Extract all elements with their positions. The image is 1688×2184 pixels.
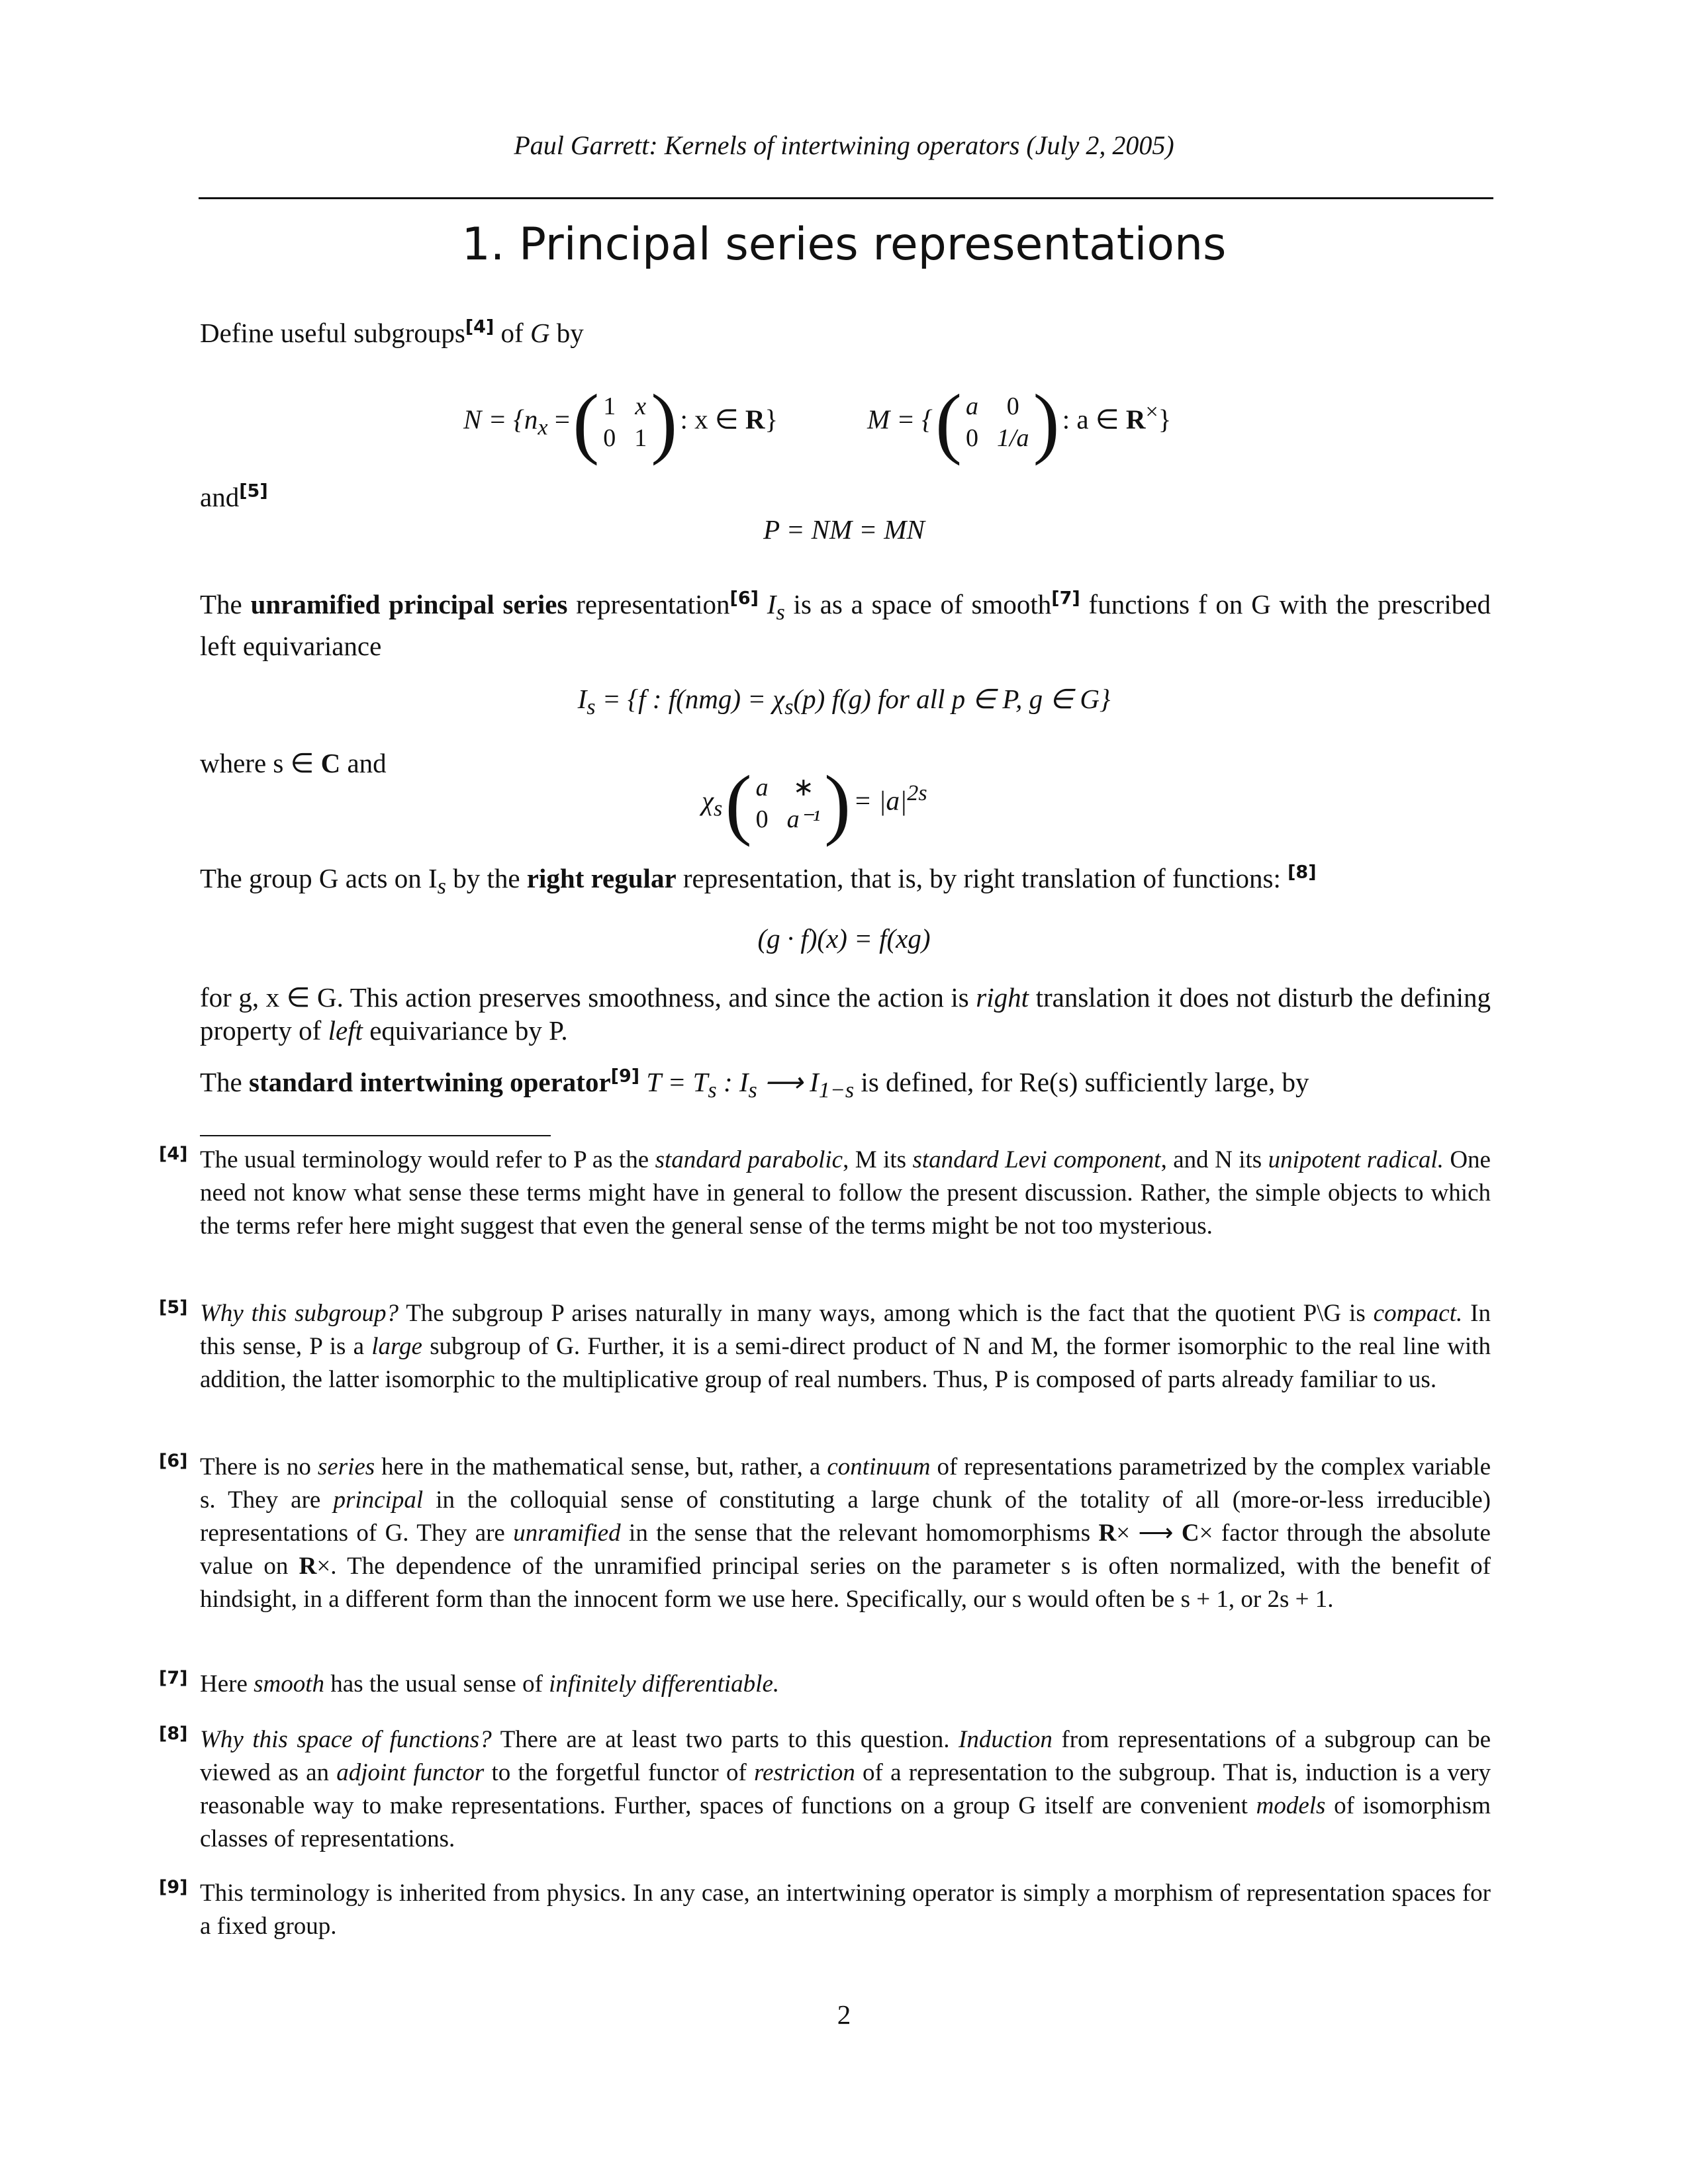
footnote-ref-7[interactable]: [7] — [1051, 588, 1080, 609]
matrix-chi — [725, 759, 851, 847]
where-text-b: and — [340, 748, 387, 778]
footnote-text: in the colloquial sense of constituting a large chunk of the totality of all (more-or-less irreducible) representations of G. They are — [200, 1486, 1491, 1547]
symbol-R: R — [1125, 404, 1146, 435]
footnote-text: There is no — [200, 1453, 318, 1480]
footnote-text: smooth — [254, 1670, 325, 1698]
paragraph-intertwining — [200, 1066, 1491, 1107]
para5-Is-sub: s — [748, 1078, 757, 1103]
footnote-text: In this sense, P is a — [200, 1300, 1491, 1360]
equation-chi — [702, 759, 927, 847]
footnote-text: Why this space of functions? — [200, 1726, 492, 1753]
footnote-text: in the sense that the relevant homomorphisms — [620, 1520, 1099, 1547]
matrix-cell: a — [755, 774, 769, 801]
eq-N-eq: = — [547, 404, 570, 435]
footnote-number-9: [9] — [159, 1877, 188, 1897]
paragraph-smoothness — [200, 981, 1491, 1047]
footnote-text: infinitely differentiable. — [549, 1670, 780, 1698]
footnote-ref-6[interactable]: [6] — [729, 588, 759, 609]
symbol-R: R — [745, 404, 765, 435]
matrix-cell: 0 — [755, 805, 769, 833]
footnote-text: to the forgetful functor of — [484, 1759, 755, 1786]
footnote-text: of a representation to the subgroup. That is, induction is a very reasonable way to make representations. Further, spaces of functions on a group G itself are convenient — [200, 1759, 1491, 1819]
symbol-G: G — [530, 318, 550, 348]
footnote-text: subgroup of G. Further, it is a semi-direct product of N and M, the former isomorphic to the real line with addition, the latter isomorphic to the multiplicative group of real numbers. Thus, P is composed of parts already familiar to us. — [200, 1333, 1491, 1393]
para2-text-d: is as a space of smooth — [784, 589, 1052, 619]
section-title: 1. Principal series representations — [461, 218, 1227, 271]
and-line — [200, 480, 268, 514]
footnote-9 — [200, 1877, 1491, 1943]
footnote-text: ×. The dependence of the unramified principal series on the parameter s is often normalized, with the benefit of hindsight, in a different form than the innocent form we use here. Specifically, our s would often be s + 1, or 2s + 1. — [200, 1553, 1491, 1613]
footnote-text: here in the mathematical sense, but, rather, a — [375, 1453, 827, 1480]
para2-Is-sub: s — [776, 600, 785, 625]
page-number: 2 — [837, 1999, 851, 2030]
eq3-rest: (p) f(g) for all p ∈ P, g ∈ G} — [793, 684, 1111, 714]
footnote-text: unramified — [513, 1520, 621, 1547]
eq3-body: = {f : f(nmg) = χ — [595, 684, 785, 714]
where-line — [200, 747, 387, 780]
para5-text-a: The — [200, 1067, 249, 1097]
matrix-cell: 0 — [965, 424, 978, 452]
footnote-6 — [200, 1451, 1491, 1616]
para5-I1s: ⟶ I — [757, 1067, 819, 1097]
footnote-text: adjoint functor — [336, 1759, 485, 1786]
para2-text-a: The — [200, 589, 251, 619]
para1-text-b: of — [494, 318, 530, 348]
footnote-text: R — [1098, 1520, 1117, 1547]
eq5-text: (g · f)(x) = f(xg) — [757, 923, 931, 954]
footnote-number-4: [4] — [159, 1144, 188, 1164]
equation-Is — [0, 683, 1688, 720]
footnote-text: The subgroup P arises naturally in many ways, among which is the fact that the quotient P\G is — [398, 1300, 1374, 1327]
paragraph-unramified — [200, 588, 1491, 662]
para5-I1s-sub: 1−s — [818, 1078, 855, 1103]
eq3-chi-sub: s — [784, 695, 794, 720]
footnote-text: There are at least two parts to this question. — [491, 1726, 959, 1753]
footnote-text: R — [299, 1553, 317, 1580]
matrix-cell: 0 — [603, 424, 616, 452]
footnote-text: × factor through the absolute value on — [200, 1520, 1491, 1580]
right-paren: ) — [1033, 378, 1060, 466]
matrix-cell: a — [965, 392, 978, 420]
equation-action — [0, 923, 1688, 954]
footnote-8 — [200, 1723, 1491, 1856]
para1-text-c: by — [549, 318, 584, 348]
equation-N — [463, 378, 778, 466]
eq-M-lhs: M = { — [867, 404, 933, 435]
eq4-rhs-sup: 2s — [907, 780, 927, 805]
footnote-5 — [200, 1297, 1491, 1396]
footnote-text: , M its — [843, 1146, 913, 1173]
para5-text-e: is defined, for Re(s) sufficiently large, by — [854, 1067, 1309, 1097]
eq3-lhs: I — [577, 684, 587, 714]
footnote-number-5: [5] — [159, 1297, 188, 1318]
and-text: and — [200, 482, 240, 512]
eq-N-close: } — [765, 404, 778, 435]
footnote-ref-8[interactable]: [8] — [1288, 862, 1317, 883]
footnote-number-6: [6] — [159, 1451, 188, 1471]
equation-M — [867, 378, 1172, 466]
para5-T: T = T — [639, 1067, 708, 1097]
para4-text-b: translation it does not disturb the defining property of — [200, 982, 1491, 1046]
footnote-text: standard Levi component — [912, 1146, 1161, 1173]
left-paren: ( — [725, 759, 752, 847]
footnote-4 — [200, 1144, 1491, 1243]
para2-Is: I — [758, 589, 776, 619]
para3-text-b: by the — [445, 863, 527, 893]
para4-text-c: equivariance by P. — [362, 1015, 568, 1046]
footnote-text: × ⟶ — [1116, 1520, 1182, 1547]
matrix-N — [573, 378, 678, 466]
equation-N-M — [463, 371, 1324, 466]
footnote-text: Induction — [959, 1726, 1053, 1753]
term-left: left — [328, 1015, 363, 1046]
matrix-cell: ∗ — [792, 774, 814, 801]
eq4-chi-sub: s — [714, 796, 723, 821]
para3-sub: s — [437, 874, 446, 899]
eq4-chi: χ — [702, 785, 714, 816]
matrix-cell: 1/a — [996, 424, 1029, 452]
term-right-regular: right regular — [526, 863, 677, 893]
right-paren: ) — [651, 378, 678, 466]
footnote-text: of isomorphism classes of representations. — [200, 1792, 1491, 1852]
term-unramified-principal-series: unramified principal series — [250, 589, 568, 619]
footnote-text: Here — [200, 1670, 254, 1698]
footnote-text: has the usual sense of — [324, 1670, 549, 1698]
footnote-number-8: [8] — [159, 1723, 188, 1744]
footnote-text: One need not know what sense these terms might have in general to follow the present discussion. Rather, the simple objects to which the terms refer here might suggest that even the general sense of the terms might be not too mysterious. — [200, 1146, 1491, 1240]
footnote-text: compact. — [1373, 1300, 1463, 1327]
eq-N-sub: x — [538, 415, 548, 440]
footnote-text: from representations of a subgroup can be viewed as an — [200, 1726, 1491, 1786]
eq-N-rhs: : x ∈ — [680, 404, 745, 435]
footnote-ref-9[interactable]: [9] — [610, 1066, 640, 1087]
footnote-text: This terminology is inherited from physics. In any case, an intertwining operator is simply a morphism of representation spaces for a fixed group. — [200, 1880, 1491, 1940]
left-paren: ( — [935, 378, 962, 466]
footnote-text: standard parabolic — [655, 1146, 843, 1173]
footnote-text: large — [371, 1333, 422, 1360]
eq-M-sup: × — [1145, 399, 1158, 424]
right-paren: ) — [824, 759, 851, 847]
paragraph-right-regular — [200, 862, 1491, 903]
eq-N-lhs: N = {n — [463, 404, 538, 435]
term-standard-intertwining-operator: standard intertwining operator — [249, 1067, 611, 1097]
eq-M-rhs: : a ∈ — [1062, 404, 1126, 435]
matrix-cell: x — [635, 392, 647, 420]
equation-P — [0, 514, 1688, 545]
footnote-text: restriction — [754, 1759, 855, 1786]
footnote-ref-4[interactable]: [4] — [465, 316, 494, 338]
para3-text-a: The group G acts on I — [200, 863, 438, 893]
eq-P-text: P = NM = MN — [763, 514, 925, 545]
footnote-number-7: [7] — [159, 1668, 188, 1688]
left-paren: ( — [573, 378, 600, 466]
matrix-cell: 1 — [634, 424, 647, 452]
paragraph-define-subgroups — [200, 316, 1491, 349]
footnote-text: unipotent radical. — [1268, 1146, 1444, 1173]
footnote-text: models — [1256, 1792, 1326, 1819]
footnote-text: series — [317, 1453, 375, 1480]
symbol-C: C — [320, 748, 341, 778]
running-header: Paul Garrett: Kernels of intertwining operators (July 2, 2005) — [514, 130, 1174, 160]
eq4-rhs: = |a| — [853, 785, 908, 816]
footnote-text: principal — [333, 1486, 424, 1514]
eq-M-close: } — [1158, 404, 1172, 435]
footnote-text: of representations parametrized by the complex variable s. They are — [200, 1453, 1491, 1514]
para2-text-e: functions f on G with the prescribed left equivariance — [200, 589, 1491, 662]
footnote-text: C — [1181, 1520, 1199, 1547]
term-right: right — [976, 982, 1029, 1013]
footnote-text: Why this subgroup? — [200, 1300, 399, 1327]
footnote-text: The usual terminology would refer to P as the — [200, 1146, 655, 1173]
para5-T-sub: s — [708, 1078, 717, 1103]
footnote-7 — [200, 1668, 1491, 1701]
matrix-M — [935, 378, 1060, 466]
footnote-text: continuum — [827, 1453, 931, 1480]
eq3-lhs-sub: s — [586, 695, 596, 720]
footnote-text: , and N its — [1160, 1146, 1268, 1173]
para4-text-a: for g, x ∈ G. This action preserves smoothness, and since the action is — [200, 982, 976, 1013]
para3-text-c: representation, that is, by right translation of functions: — [676, 863, 1288, 893]
matrix-cell: 1 — [603, 392, 616, 420]
footnote-separator — [200, 1135, 551, 1136]
para2-text-b: representation — [567, 589, 730, 619]
footnote-ref-5[interactable]: [5] — [239, 480, 268, 502]
matrix-cell: 0 — [1006, 392, 1019, 420]
matrix-cell: a⁻¹ — [786, 805, 821, 833]
where-text-a: where s ∈ — [200, 748, 321, 778]
para1-text-a: Define useful subgroups — [200, 318, 465, 348]
para5-Is: : I — [716, 1067, 749, 1097]
header-rule — [199, 197, 1493, 199]
